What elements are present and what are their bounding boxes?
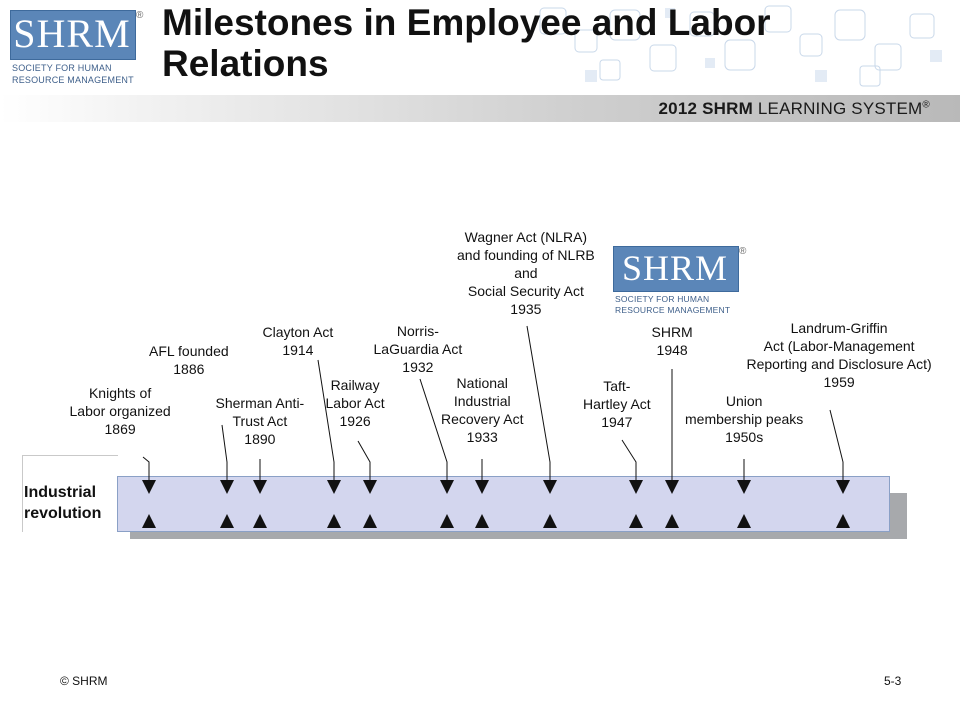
event-marker-top-2 (253, 480, 267, 494)
event-label-line: 1890 (244, 431, 276, 447)
brand-rest: LEARNING SYSTEM (757, 99, 923, 118)
event-label-line: 1886 (173, 361, 205, 377)
event-label-line: 1926 (339, 413, 371, 429)
event-marker-bottom-11 (836, 514, 850, 528)
event-label-7 (457, 228, 595, 318)
event-label-line: Clayton Act (262, 324, 334, 340)
event-label-line: 1947 (601, 414, 633, 430)
brand-year: 2012 (658, 99, 698, 118)
event-marker-top-6 (475, 480, 489, 494)
event-label-line: 1950s (725, 429, 764, 445)
event-label-6 (441, 374, 523, 446)
event-label-line: 1869 (104, 421, 136, 437)
logo-line-1: SOCIETY FOR HUMAN (12, 63, 112, 73)
event-marker-top-3 (327, 480, 341, 494)
event-marker-top-5 (440, 480, 454, 494)
event-label-line: Landrum-Griffin (790, 320, 888, 336)
logo-letters: SHRM (13, 11, 131, 56)
event-label-line: Social Security Act (467, 283, 584, 299)
event-label-line: and (514, 265, 538, 281)
event-label-2 (216, 394, 305, 448)
industrial-label-line-2: revolution (24, 505, 102, 522)
event-label-line: membership peaks (685, 411, 804, 427)
event-label-line: 1914 (282, 342, 314, 358)
event-label-line: National (456, 375, 508, 391)
logo-small-line-1: SOCIETY FOR HUMAN (615, 294, 710, 304)
event-label-0 (70, 384, 171, 438)
event-label-8 (583, 377, 651, 431)
event-label-line: Reporting and Disclosure Act) (746, 356, 932, 372)
event-leader-line-8 (622, 440, 636, 480)
event-label-line: Wagner Act (NLRA) (464, 229, 588, 245)
event-label-line: Trust Act (232, 413, 288, 429)
logo-registered-mark-small: ® (739, 246, 747, 257)
event-marker-bottom-7 (543, 514, 557, 528)
footer-copyright: © SHRM (60, 674, 108, 688)
event-label-1 (149, 342, 229, 378)
event-leader-line-4 (358, 441, 370, 480)
event-label-11 (747, 319, 932, 391)
event-label-line: 1948 (656, 342, 688, 358)
event-label-line: 1959 (823, 374, 855, 390)
event-marker-top-10 (737, 480, 751, 494)
event-label-line: Sherman Anti- (215, 395, 305, 411)
event-label-line: 1932 (402, 359, 434, 375)
event-marker-bottom-2 (253, 514, 267, 528)
event-label-line: Norris- (396, 323, 439, 339)
event-label-4 (326, 376, 385, 430)
event-label-9 (652, 323, 693, 359)
event-label-line: Labor organized (69, 403, 171, 419)
event-label-line: Recovery Act (441, 411, 524, 427)
logo-line-2: RESOURCE MANAGEMENT (12, 75, 134, 85)
event-label-line: Knights of (88, 385, 152, 401)
event-leader-line-11 (830, 410, 843, 480)
logo-letters-small: SHRM (621, 248, 729, 288)
event-label-line: and founding of NLRB (457, 247, 595, 263)
event-label-line: Taft- (603, 378, 631, 394)
event-label-10 (685, 392, 803, 446)
event-label-line: AFL founded (149, 343, 229, 359)
event-label-line: Hartley Act (583, 396, 651, 412)
event-leader-line-0 (143, 457, 149, 480)
event-marker-bottom-3 (327, 514, 341, 528)
event-leader-line-7 (527, 326, 550, 480)
event-marker-bottom-5 (440, 514, 454, 528)
shrm-logo-small (613, 246, 747, 318)
event-label-line: SHRM (651, 324, 693, 340)
event-marker-top-4 (363, 480, 377, 494)
event-label-line: Act (Labor-Management (763, 338, 915, 354)
footer-page-number: 5-3 (884, 674, 902, 688)
event-label-line: 1933 (466, 429, 498, 445)
industrial-label-line-1: Industrial (24, 484, 97, 501)
event-label-line: Labor Act (325, 395, 385, 411)
slide-title: Milestones in Employee and Labor Relations (162, 2, 771, 84)
brand-bold: SHRM (702, 99, 753, 118)
event-label-line: Union (725, 393, 763, 409)
event-label-line: Railway (330, 377, 380, 393)
event-marker-top-0 (142, 480, 156, 494)
event-label-5 (374, 322, 463, 376)
logo-registered-mark: ® (136, 10, 144, 21)
event-marker-bottom-0 (142, 514, 156, 528)
event-marker-bottom-10 (737, 514, 751, 528)
event-marker-bottom-9 (665, 514, 679, 528)
event-marker-top-7 (543, 480, 557, 494)
event-label-line: LaGuardia Act (373, 341, 463, 357)
brand-mark: ® (922, 99, 930, 111)
event-label-line: Industrial (453, 393, 511, 409)
event-marker-top-9 (665, 480, 679, 494)
event-marker-bottom-1 (220, 514, 234, 528)
event-marker-top-8 (629, 480, 643, 494)
logo-small-line-2: RESOURCE MANAGEMENT (615, 305, 731, 315)
event-marker-bottom-6 (475, 514, 489, 528)
event-label-line: 1935 (510, 301, 542, 317)
event-marker-bottom-8 (629, 514, 643, 528)
event-marker-top-11 (836, 480, 850, 494)
event-marker-bottom-4 (363, 514, 377, 528)
event-marker-top-1 (220, 480, 234, 494)
event-label-3 (263, 323, 334, 359)
